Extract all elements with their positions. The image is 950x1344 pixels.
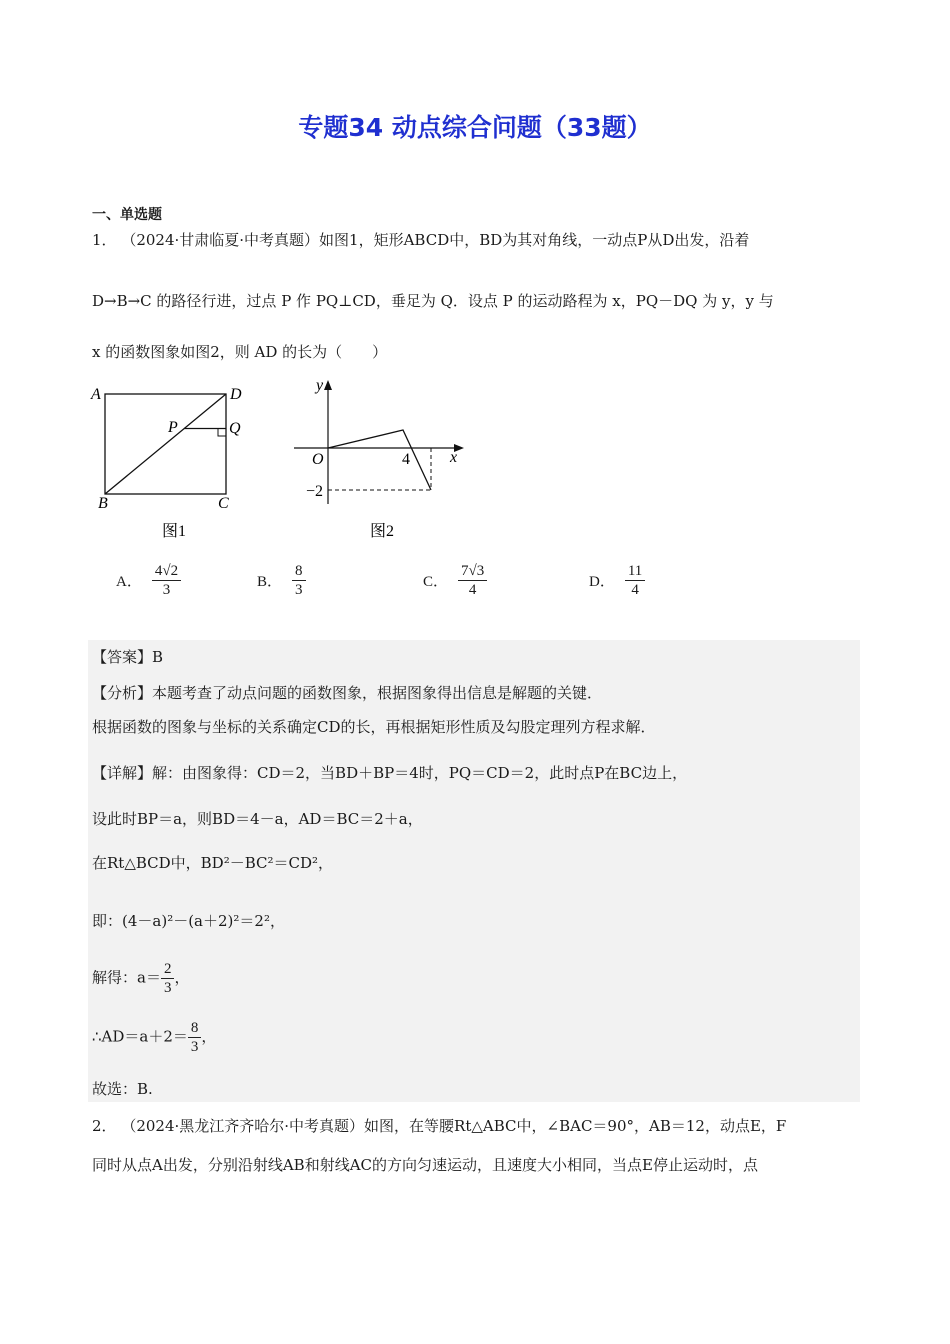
option-d-den: 4	[631, 582, 639, 598]
function-graph	[328, 430, 431, 490]
option-b-label: B．	[257, 574, 283, 590]
label-a: A	[91, 386, 101, 403]
label-x: x	[450, 449, 458, 466]
detail-5-prefix: 解得：a＝	[92, 968, 161, 987]
label-origin: O	[312, 451, 324, 468]
detail-line-4: 即：(4－a)²－(a＋2)²＝2²，	[92, 912, 285, 930]
label-y: y	[316, 377, 324, 394]
figure-2-caption: 图2	[370, 523, 395, 540]
option-a-num: 4√2	[152, 562, 181, 581]
detail-6-suffix: ，	[201, 1027, 217, 1046]
q1-text-1: 如图1，矩形ABCD中，BD为其对角线，一动点P从D出发，沿着	[319, 231, 750, 249]
label-q: Q	[229, 420, 241, 437]
option-a-fraction	[152, 562, 181, 599]
label-d: D	[230, 386, 242, 403]
y-axis-arrow	[324, 380, 332, 390]
detail-5-suffix: ，	[174, 968, 190, 987]
label-c: C	[218, 495, 229, 512]
label-p: P	[168, 419, 178, 436]
q2-source: （2024·黑龙江齐齐哈尔·中考真题）	[121, 1117, 365, 1135]
section-heading: 一、单选题	[92, 207, 162, 223]
detail-5-num: 2	[161, 960, 175, 979]
detail-6-fraction	[188, 1019, 202, 1056]
detail-line-3: 在Rt△BCD中，BD²－BC²＝CD²，	[92, 854, 334, 872]
detail-line-6	[92, 1019, 216, 1056]
option-a-den: 3	[162, 582, 171, 598]
q1-line1	[92, 229, 749, 250]
option-b-num: 8	[292, 562, 306, 581]
analysis-line-1: 【分析】本题考查了动点问题的函数图象，根据图象得出信息是解题的关键．	[92, 684, 603, 702]
option-c[interactable]	[423, 562, 487, 599]
analysis-line-2: 根据函数的图象与坐标的关系确定CD的长，再根据矩形性质及勾股定理列方程求解．	[92, 718, 656, 736]
q2-number: 2．	[92, 1117, 117, 1135]
q1-number: 1．	[92, 231, 117, 249]
option-d-fraction	[625, 562, 645, 599]
option-c-num: 7√3	[458, 562, 487, 581]
option-c-den: 4	[468, 582, 477, 598]
option-c-label: C．	[423, 574, 449, 590]
option-d-label: D．	[589, 574, 615, 590]
detail-line-5	[92, 960, 189, 997]
q2-text-1: 如图，在等腰Rt△ABC中，∠BAC＝90°，AB＝12，动点E，F	[364, 1117, 787, 1135]
choice-line: 故选：B.	[92, 1080, 153, 1098]
option-b-den: 3	[295, 582, 303, 598]
q1-source: （2024·甘肃临夏·中考真题）	[121, 231, 320, 249]
figure-1	[88, 380, 258, 548]
page-title: 专题34 动点综合问题（33题）	[298, 113, 652, 142]
label-neg2: −2	[306, 483, 324, 500]
figure-1-caption: 图1	[162, 523, 187, 540]
option-d[interactable]	[589, 562, 645, 599]
detail-6-num: 8	[188, 1019, 202, 1038]
figure-2	[288, 376, 478, 548]
answer-line: 【答案】B	[92, 648, 164, 666]
q2-line2: 同时从点A出发，分别沿射线AB和射线AC的方向匀速运动，且速度大小相同，当点E停止运动时，点	[92, 1156, 758, 1174]
q1-line3: x 的函数图象如图2，则 AD 的长为（ ）	[92, 343, 388, 361]
diagonal-bd	[105, 394, 226, 494]
option-d-num: 11	[625, 562, 645, 581]
q2-line1	[92, 1115, 786, 1136]
option-b[interactable]	[257, 562, 306, 599]
label-4: 4	[402, 451, 410, 468]
option-a[interactable]	[116, 562, 181, 599]
option-b-fraction	[292, 562, 306, 599]
detail-6-prefix: ∴AD＝a＋2＝	[92, 1027, 188, 1046]
option-c-fraction	[458, 562, 487, 599]
right-angle-mark	[218, 429, 226, 437]
detail-5-den: 3	[163, 980, 172, 996]
detail-5-fraction	[161, 960, 175, 997]
option-a-label: A．	[116, 574, 142, 590]
detail-6-den: 3	[190, 1039, 199, 1055]
detail-line-1: 【详解】解：由图象得：CD＝2，当BD＋BP＝4时，PQ＝CD＝2，此时点P在BC边上，	[92, 764, 688, 782]
detail-line-2: 设此时BP＝a，则BD＝4－a，AD＝BC＝2＋a，	[92, 810, 423, 828]
label-b: B	[98, 495, 108, 512]
q1-line2: D→B→C 的路径行进，过点 P 作 PQ⊥CD，垂足为 Q．设点 P 的运动路程为 x，PQ－DQ 为 y，y 与	[92, 292, 774, 310]
